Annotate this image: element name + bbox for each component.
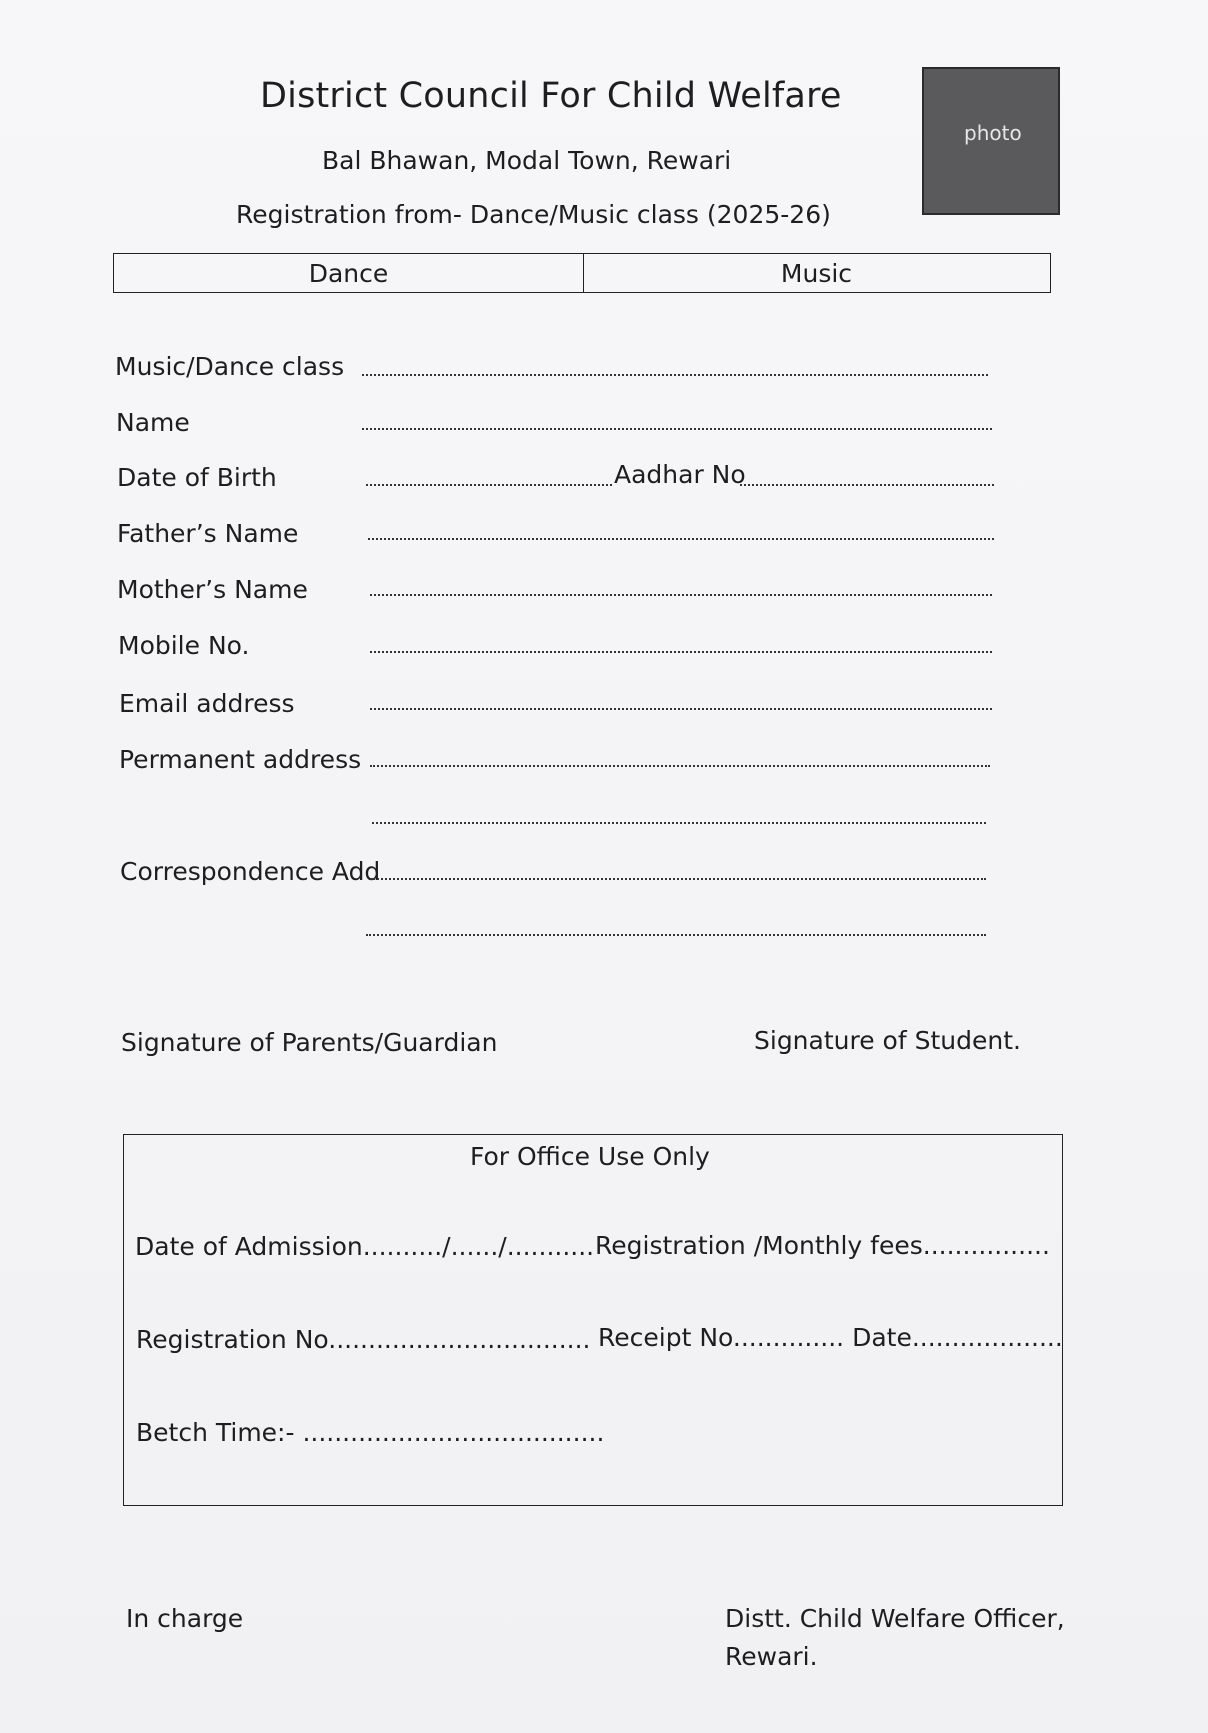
- aadhar-no-label: Aadhar No: [614, 460, 746, 489]
- fathers-name-line[interactable]: [368, 538, 994, 540]
- officer-title-line-1: Distt. Child Welfare Officer,: [725, 1604, 1065, 1633]
- office-use-box: [123, 1134, 1063, 1506]
- batch-time-field[interactable]: Betch Time:- ......................................: [136, 1418, 605, 1447]
- date-of-admission-field[interactable]: Date of Admission........../....../...........: [135, 1232, 595, 1261]
- aadhar-no-line[interactable]: [740, 484, 994, 486]
- council-title: District Council For Child Welfare: [260, 76, 842, 116]
- mothers-name-line[interactable]: [370, 594, 992, 596]
- parents-signature-label: Signature of Parents/Guardian: [121, 1028, 498, 1057]
- office-use-title: For Office Use Only: [470, 1142, 710, 1171]
- photo-box: [922, 67, 1060, 215]
- council-address: Bal Bhawan, Modal Town, Rewari: [322, 146, 732, 175]
- fathers-name-label: Father’s Name: [117, 519, 299, 548]
- receipt-no-date-field[interactable]: Receipt No.............. Date...................: [598, 1323, 1063, 1352]
- form-title: Registration from- Dance/Music class (2025-26): [236, 200, 831, 229]
- date-of-birth-line[interactable]: [366, 484, 612, 486]
- dance-option-label: Dance: [308, 258, 389, 288]
- email-address-label: Email address: [119, 689, 295, 718]
- correspondence-address-line-2[interactable]: [366, 934, 986, 936]
- email-address-line[interactable]: [370, 708, 992, 710]
- class-selection-table: [113, 253, 1051, 293]
- music-option-cell[interactable]: [584, 254, 1049, 292]
- name-line[interactable]: [362, 428, 992, 430]
- mobile-no-line[interactable]: [370, 651, 992, 653]
- music-dance-class-label: Music/Dance class: [115, 352, 345, 381]
- dance-option-cell[interactable]: [114, 254, 584, 292]
- date-of-birth-label: Date of Birth: [117, 463, 277, 492]
- name-label: Name: [116, 408, 190, 437]
- registration-fees-field[interactable]: Registration /Monthly fees................: [595, 1231, 1050, 1260]
- music-option-label: Music: [780, 258, 853, 288]
- mothers-name-label: Mother’s Name: [117, 575, 308, 604]
- correspondence-address-line-1[interactable]: [370, 878, 986, 880]
- student-signature-label: Signature of Student.: [754, 1026, 1021, 1055]
- mobile-no-label: Mobile No.: [118, 631, 250, 660]
- officer-title-line-2: Rewari.: [725, 1642, 818, 1671]
- registration-no-field[interactable]: Registration No.................................: [136, 1325, 591, 1354]
- photo-label: photo: [964, 121, 1022, 145]
- in-charge-label: In charge: [126, 1604, 244, 1633]
- permanent-address-line-1[interactable]: [370, 765, 990, 767]
- permanent-address-line-2[interactable]: [372, 822, 986, 824]
- permanent-address-label: Permanent address: [119, 745, 362, 774]
- music-dance-class-line[interactable]: [362, 374, 988, 376]
- correspondence-address-label: Correspondence Add: [120, 857, 381, 886]
